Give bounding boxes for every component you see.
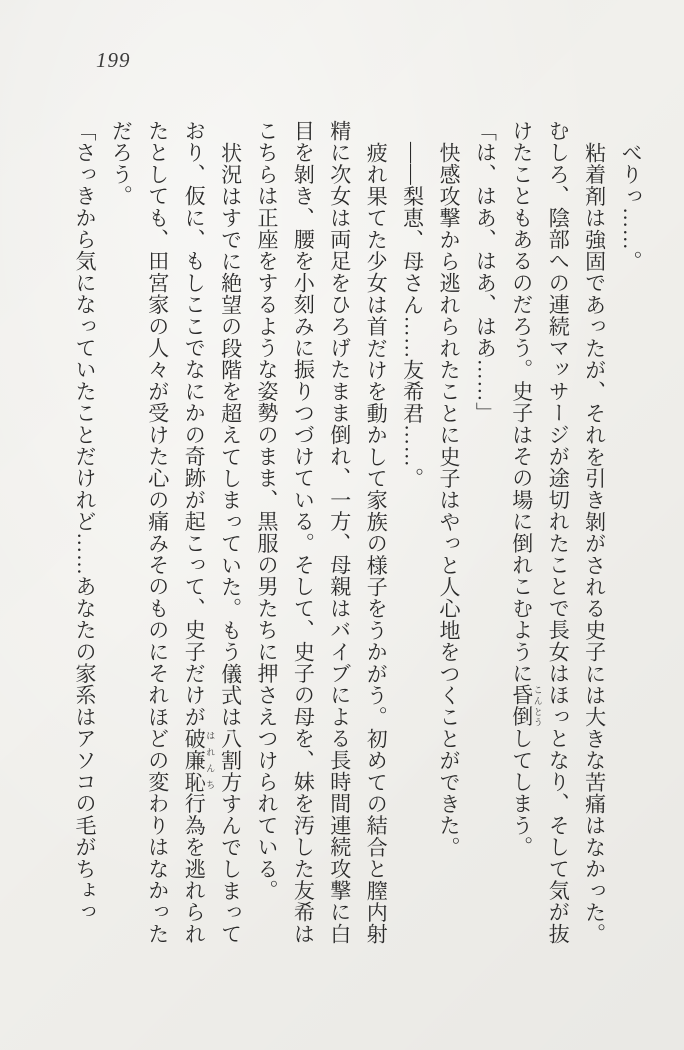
text-column-12: 状況はすでに絶望の段階を超えてしまっていた。もう儀式は八割方すんでしまって	[218, 142, 243, 945]
furigana-annotation: 昏倒 こんとう	[509, 684, 543, 728]
text-column-9: 精に次女は両足をひろげたまま倒れ、一方、母親はバイブによる長時間連続攻撃に白	[327, 120, 352, 945]
text-column-13: おり、仮に、もしここでなにかの奇跡が起こって、史子だけが破廉恥 はれんち行為を逃れられ	[182, 120, 216, 945]
text-column-3: むしろ、陰部への連続マッサージが途切れたことで長女はほっとなり、そして気が抜	[546, 120, 571, 945]
text-column-1: べりっ……。	[619, 142, 643, 273]
text-column-2: 粘着剤は強固であったが、それを引き剝がされる史子には大きな苦痛はなかった。	[582, 142, 607, 945]
text-column-16: 「さっきから気になっていたことだけれど……あなたの家系はアソコの毛がちょっ	[73, 120, 97, 923]
text-column-10: 目を剝き、腰を小刻みに振りつづけている。そして、史子の母を、妹を汚した友希は	[291, 120, 316, 945]
text-column-5: 「は、はあ、はあ、はあ……」	[473, 120, 498, 424]
text-column-14: たとしても、田宮家の人々が受けた心の痛みそのものにそれほどの変わりはなかった	[145, 120, 170, 945]
page-number: 199	[96, 48, 131, 72]
text-column-8: 疲れ果てた少女は首だけを動かして家族の様子をうかがう。初めての結合と膣内射	[364, 142, 389, 945]
text-column-7: ――梨恵、母さん……友希君……。	[400, 142, 425, 490]
text-column-11: こちらは正座をするような姿勢のまま、黒服の男たちに押さえつけられている。	[255, 120, 279, 902]
text-column-6: 快感攻撃から逃れられたことに史子はやっと人心地をつくことができた。	[437, 142, 461, 859]
furigana-annotation: 破廉恥 はれんち	[182, 727, 216, 793]
text-column-15: だろう。	[109, 120, 134, 207]
text-column-4: けたこともあるのだろう。史子はその場に倒れこむように昏倒 こんとうしてしまう。	[509, 120, 543, 858]
